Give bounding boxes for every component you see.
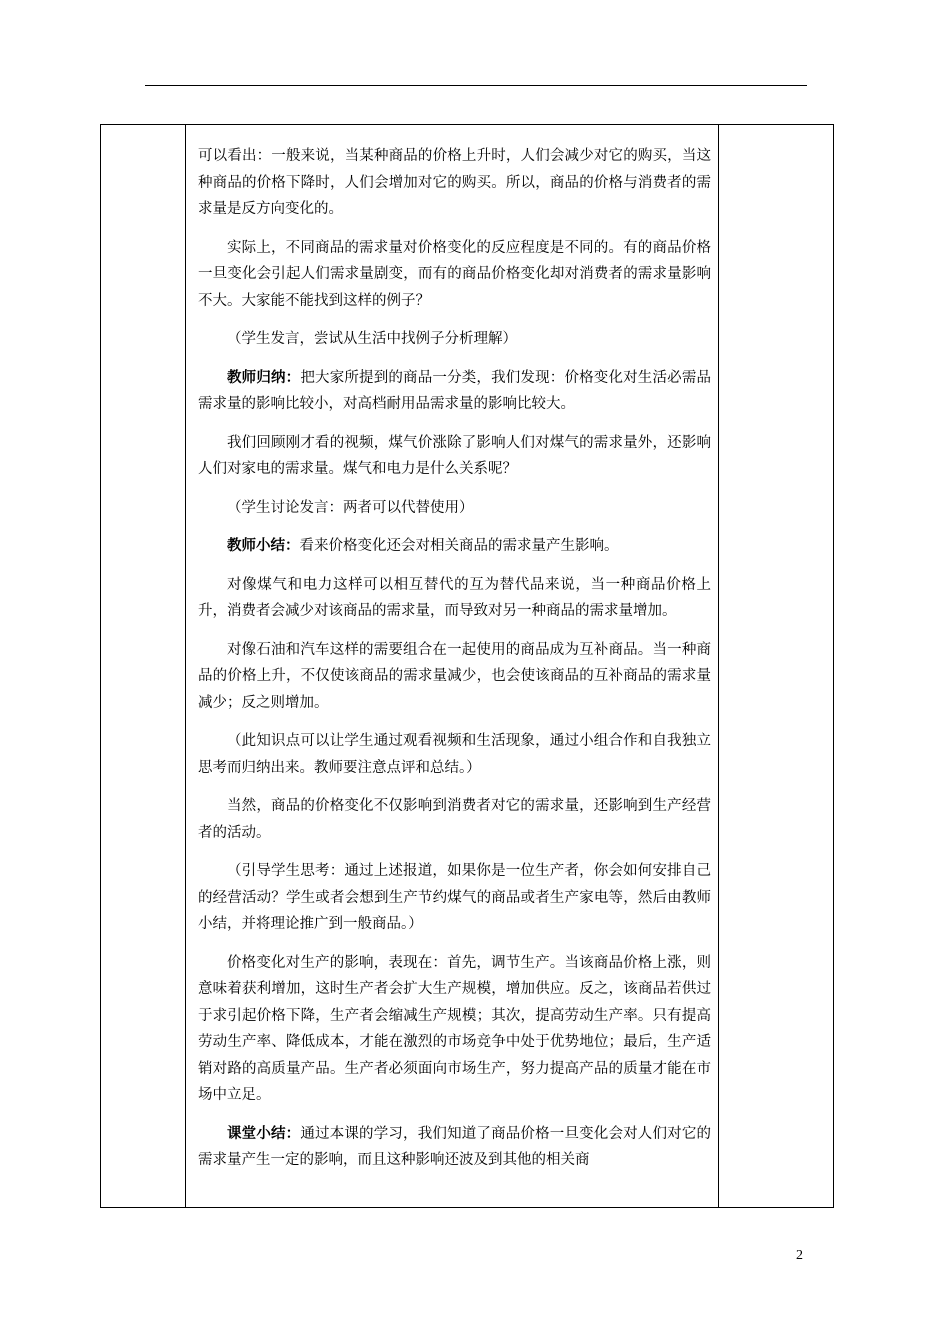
right-column-cell [718,125,833,1207]
paragraph-text: 对像煤气和电力这样可以相互替代的互为替代品来说，当一种商品价格上升，消费者会减少对该商品的需求量，而导致对另一种商品的需求量增加。 [198,576,711,619]
paragraph-text: （学生讨论发言：两者可以代替使用） [227,499,474,516]
paragraph-text: 当然，商品的价格变化不仅影响到消费者对它的需求量，还影响到生产经营者的活动。 [198,798,711,841]
paragraph [198,430,711,483]
paragraph-lead: 教师归纳： [227,368,301,386]
paragraph [198,495,711,522]
paragraph [198,637,711,717]
paragraph-text: 价格变化对生产的影响，表现在：首先，调节生产。当该商品价格上涨，则意味着获利增加，这时生产者会扩大生产规模，增加供应。反之，该商品若供过于求引起价格下降，生产者会缩减生产规模；其次，提高劳动生产率。只有提高劳动生产率、降低成本，才能在激烈的市场竞争中处于优势地位；最后，生产适销对路的高质量产品。生产者必须面向市场生产，努力提高产品的质量才能在市场中立足。 [198,954,711,1103]
paragraph-text: 我们回顾刚才看的视频，煤气价涨除了影响人们对煤气的需求量外，还影响人们对家电的需求量。煤气和电力是什么关系呢？ [198,434,711,477]
paragraph [198,143,711,223]
paragraph [198,326,711,353]
paragraph-lead: 课堂小结： [227,1124,301,1142]
paragraph-text: 通过本课的学习，我们知道了商品价格一旦变化会对人们对它的需求量产生一定的影响，而且这种影响还波及到其他的相关商 [198,1125,711,1168]
paragraph [198,1121,711,1174]
paragraph-text: 可以看出：一般来说，当某种商品的价格上升时，人们会减少对它的购买，当这种商品的价格下降时，人们会增加对它的购买。所以，商品的价格与消费者的需求量是反方向变化的。 [198,148,711,217]
content-cell [187,125,718,1207]
paragraph [198,858,711,938]
paragraph-text: 把大家所提到的商品一分类，我们发现：价格变化对生活必需品需求量的影响比较小，对高档耐用品需求量的影响比较大。 [198,369,711,412]
page-number: 2 [796,1248,803,1263]
paragraph [198,728,711,781]
paragraph [198,235,711,315]
paragraph [198,950,711,1109]
paragraph-text: 看来价格变化还会对相关商品的需求量产生影响。 [299,538,619,554]
paragraph-text: （引导学生思考：通过上述报道，如果你是一位生产者，你会如何安排自己的经营活动？学生或者会想到生产节约煤气的商品或者生产家电等，然后由教师小结，并将理论推广到一般商品。） [198,863,711,932]
lesson-plan-table [100,124,834,1208]
paragraph-lead: 教师小结： [227,537,300,554]
left-column-cell [101,125,186,1207]
paragraph [198,793,711,846]
paragraph [198,533,711,560]
paragraph-text: （此知识点可以让学生通过观看视频和生活现象，通过小组合作和自我独立思考而归纳出来。教师要注意点评和总结。） [198,733,711,776]
header-rule [145,85,807,86]
paragraph-text: 实际上，不同商品的需求量对价格变化的反应程度是不同的。有的商品价格一旦变化会引起人们需求量剧变，而有的商品价格变化却对消费者的需求量影响不大。大家能不能找到这样的例子？ [198,239,711,309]
paragraph [198,572,711,625]
paragraph-text: （学生发言，尝试从生活中找例子分析理解） [227,331,517,347]
paragraph-text: 对像石油和汽车这样的需要组合在一起使用的商品成为互补商品。当一种商品的价格上升，不仅使该商品的需求量减少，也会使该商品的互补商品的需求量减少；反之则增加。 [198,641,711,711]
paragraph [198,365,711,418]
